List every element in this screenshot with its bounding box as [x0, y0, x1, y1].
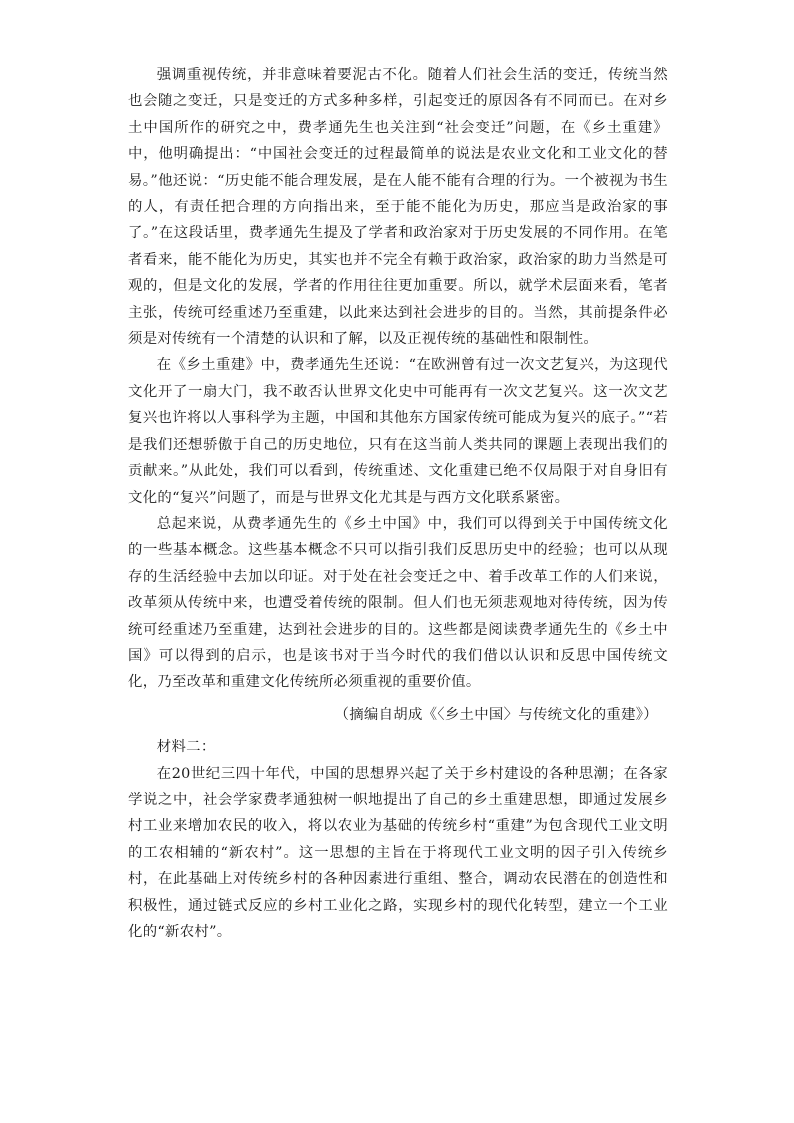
- document-page: [128, 62, 668, 945]
- material-two-label: 材料二：: [156, 739, 216, 756]
- material-two-paragraph: 在20世纪三四十年代，中国的思想界兴起了关于乡村建设的各种思潮；在各家学说之中，社会学家费孝通独树一帜地提出了自己的乡土重建思想，即通过发展乡村工业来增加农民的收入，将以农业为基础的传统乡村“重建”为包含现代工业文明的工农相辅的“新农村”。这一思想的主旨在于将现代工业文明的因子引入传统乡村，在此基础上对传统乡村的各种因素进行重组、整合，调动农民潜在的创造性和积极性，通过链式反应的乡村工业化之路，实现乡村的现代化转型，建立一个工业化的“新农村”。: [128, 765, 668, 940]
- paragraph-1: 强调重视传统，并非意味着要泥古不化。随着人们社会生活的变迁，传统当然也会随之变迁，只是变迁的方式多种多样，引起变迁的原因各有不同而已。在对乡土中国所作的研究之中，费孝通先生也关注到“社会变迁”问题，在《乡土重建》中，他明确提出：“中国社会变迁的过程最简单的说法是农业文化和工业文化的替易。”他还说：“历史能不能合理发展，是在人能不能有合理的行为。一个被视为书生的人，有责任把合理的方向指出来，至于能不能化为历史，那应当是政治家的事了。”在这段话里，费孝通先生提及了学者和政治家对于历史发展的不同作用。在笔者看来，能不能化为历史，其实也并不完全有赖于政治家，政治家的助力当然是可观的，但是文化的发展，学者的作用往往更加重要。所以，就学术层面来看，笔者主张，传统可经重述乃至重建，以此来达到社会进步的目的。当然，其前提条件必须是对传统有一个清楚的认识和了解，以及正视传统的基础性和限制性。: [128, 67, 668, 348]
- paragraph-3: 总起来说，从费孝通先生的《乡土中国》中，我们可以得到关于中国传统文化的一些基本概念。这些基本概念不只可以指引我们反思历史中的经验；也可以从现存的生活经验中去加以印证。对于处在社会变迁之中、着手改革工作的人们来说，改革须从传统中来，也遭受着传统的限制。但人们也无须悲观地对待传统，因为传统可经重述乃至重建，达到社会进步的目的。这些都是阅读费孝通先生的《乡土中国》可以得到的启示，也是该书对于当今时代的我们借以认识和反思中国传统文化，乃至改革和重建文化传统所必须重视的重要价值。: [128, 515, 668, 691]
- source-note: （摘编自胡成《〈乡土中国〉与传统文化的重建》）: [334, 706, 658, 723]
- paragraph-2: 在《乡土重建》中，费孝通先生还说：“在欧洲曾有过一次文艺复兴，为这现代文化开了一扇大门，我不敢否认世界文化史中可能再有一次文艺复兴。这一次文艺复兴也许将以人事科学为主题，中国和其他东方国家传统可能成为复兴的底子。”“若是我们还想骄傲于自己的历史地位，只有在这当前人类共同的课题上表现出我们的贡献来。”从此处，我们可以看到，传统重述、文化重建已绝不仅局限于对自身旧有文化的“复兴”问题了，而是与世界文化尤其是与西方文化联系紧密。: [128, 357, 668, 506]
